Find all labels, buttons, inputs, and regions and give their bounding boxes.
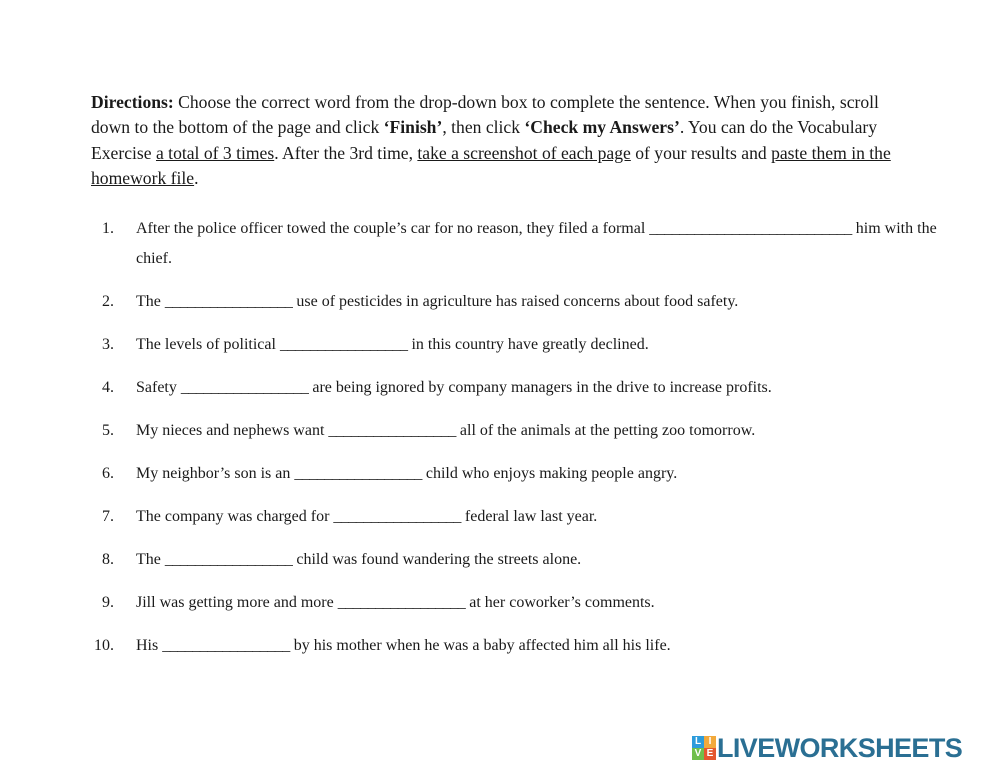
question-number: 2.	[102, 293, 114, 310]
logo-wordmark: LIVEWORKSHEETS	[717, 732, 963, 763]
question-text: The	[136, 293, 165, 310]
question-text: are being ignored by company managers in the drive to increase profits.	[308, 379, 772, 396]
question-text: My neighbor’s son is an	[136, 465, 295, 482]
answer-dropdown[interactable]: _________________	[180, 379, 309, 396]
question-item	[91, 214, 951, 274]
directions-text: . After the 3rd time,	[274, 142, 418, 163]
logo-mark-letter: V	[692, 748, 704, 760]
answer-dropdown[interactable]: _________________	[333, 508, 461, 525]
answer-dropdown[interactable]: _________________	[337, 594, 466, 611]
question-text: by his mother when he was a baby affected him all his life.	[289, 637, 671, 654]
answer-dropdown[interactable]: ___________________________	[649, 220, 852, 237]
answer-dropdown[interactable]: _________________	[294, 465, 422, 482]
paste-instruction: paste them in the homework file	[91, 142, 891, 189]
question-text: My nieces and nephews want	[136, 422, 329, 439]
attempts-limit: a total of 3 times	[155, 142, 275, 163]
question-number: 10.	[94, 637, 114, 654]
question-text: Jill was getting more and more	[136, 594, 338, 611]
directions-label: Directions:	[91, 92, 174, 112]
question-text: him with the chief.	[136, 220, 937, 267]
question-item	[91, 373, 951, 403]
question-number: 9.	[102, 594, 114, 611]
question-text: federal law last year.	[460, 508, 598, 525]
directions-text: Choose the correct word from the drop-down box to complete the sentence. When you finish, scroll down to the bottom of the page and click	[91, 92, 879, 138]
question-text: After the police officer towed the couple’s car for no reason, they filed a formal	[136, 220, 650, 237]
question-number: 8.	[102, 551, 114, 568]
answer-dropdown[interactable]: _________________	[164, 293, 293, 310]
question-item	[91, 416, 951, 446]
directions-text: .	[194, 168, 199, 189]
question-item	[91, 287, 951, 317]
logo-mark-letter: I	[704, 736, 716, 748]
question-text: The levels of political	[136, 336, 280, 353]
question-number: 5.	[102, 422, 114, 439]
question-list	[91, 214, 951, 674]
directions-text: of your results and	[630, 142, 772, 163]
question-text: The	[136, 551, 165, 568]
check-answers-keyword: ‘Check my Answers’	[524, 117, 680, 138]
question-number: 6.	[102, 465, 114, 482]
question-number: 7.	[102, 508, 114, 525]
question-text: The company was charged for	[136, 508, 334, 525]
answer-dropdown[interactable]: _________________	[328, 422, 456, 439]
finish-keyword: ‘Finish’	[383, 117, 443, 138]
question-item	[91, 545, 951, 575]
directions-paragraph	[91, 90, 911, 192]
question-item	[91, 330, 951, 360]
screenshot-instruction: take a screenshot of each page	[417, 142, 631, 163]
question-number: 4.	[102, 379, 114, 396]
liveworksheets-logo	[692, 733, 962, 763]
question-text: use of pesticides in agriculture has raised concerns about food safety.	[292, 293, 739, 310]
logo-mark-letter: E	[704, 748, 716, 760]
question-item	[91, 459, 951, 489]
question-item	[91, 502, 951, 532]
question-number: 1.	[102, 220, 114, 237]
answer-dropdown[interactable]: _________________	[164, 551, 293, 568]
question-text: Safety	[136, 379, 181, 396]
liveworksheets-mark-icon	[692, 736, 716, 760]
question-text: His	[136, 637, 163, 654]
question-item	[91, 631, 951, 661]
answer-dropdown[interactable]: _________________	[279, 336, 408, 353]
question-number: 3.	[102, 336, 114, 353]
answer-dropdown[interactable]: _________________	[162, 637, 290, 654]
question-text: in this country have greatly declined.	[407, 336, 649, 353]
question-item	[91, 588, 951, 618]
directions-text: . You can do the Vocabulary Exercise	[91, 117, 878, 163]
question-text: at her coworker’s comments.	[465, 594, 655, 611]
question-text: child was found wandering the streets alone.	[292, 551, 582, 568]
directions-text: , then click	[442, 117, 525, 138]
logo-mark-letter: L	[692, 736, 704, 748]
question-text: all of the animals at the petting zoo tomorrow.	[455, 422, 756, 439]
question-text: child who enjoys making people angry.	[421, 465, 678, 482]
